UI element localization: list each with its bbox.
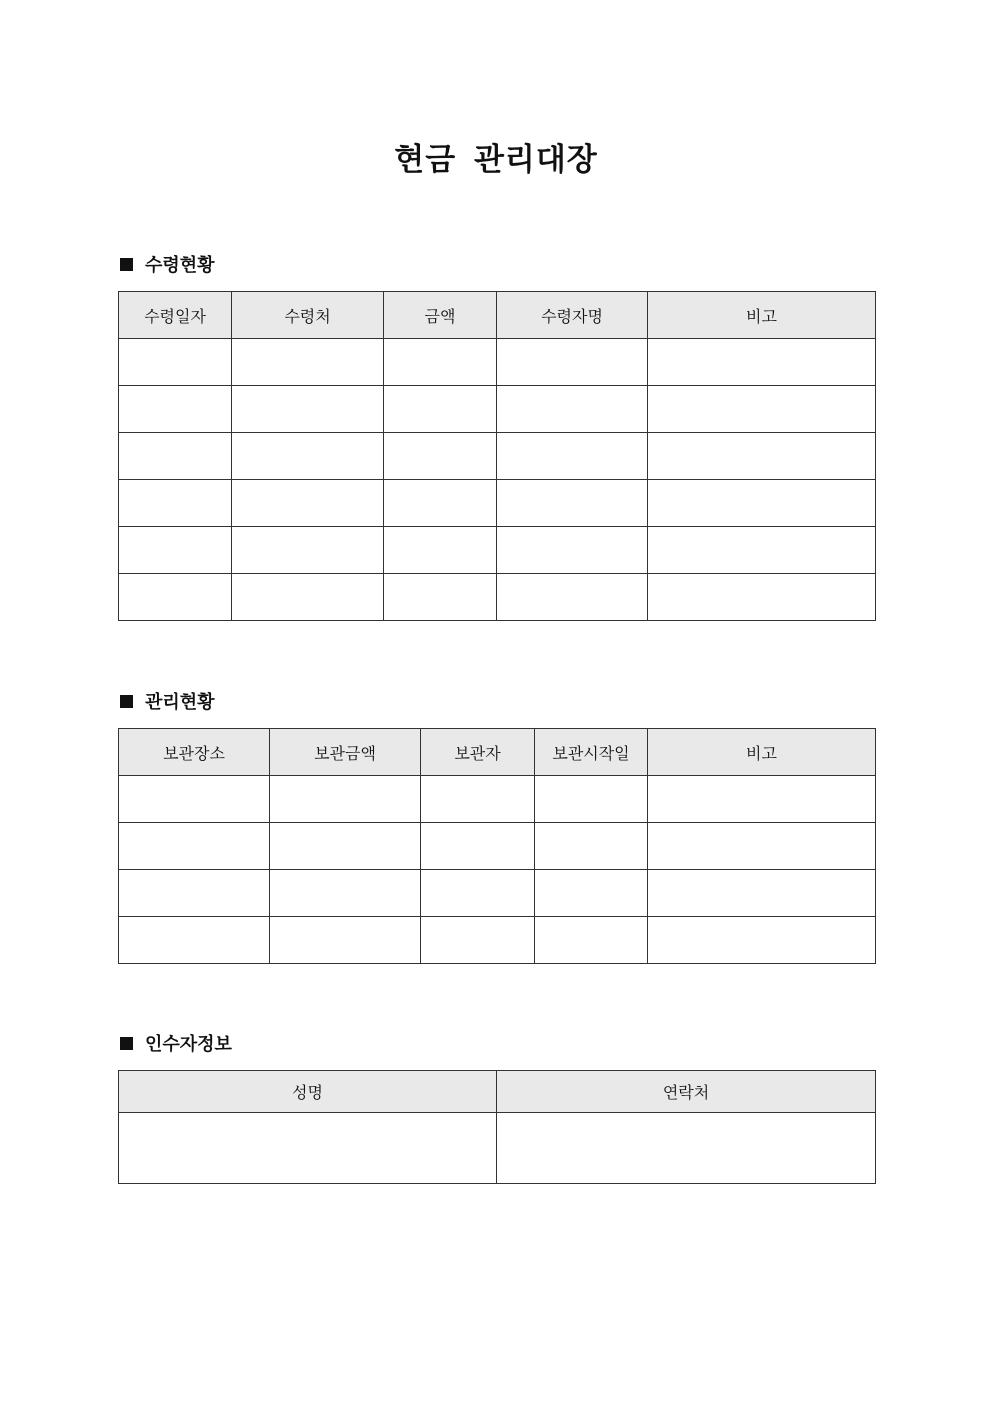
- column-header-storage-amount: 보관금액: [270, 729, 421, 776]
- square-bullet-icon: [120, 1037, 133, 1050]
- table-cell[interactable]: [648, 917, 876, 964]
- table-cell[interactable]: [384, 574, 497, 621]
- table-row: [119, 433, 876, 480]
- column-header-receiver-name: 수령자명: [497, 292, 648, 339]
- table-cell[interactable]: [535, 823, 648, 870]
- section-title: 관리현황: [145, 692, 215, 713]
- table-row: [119, 870, 876, 917]
- table-header-row: [119, 1071, 876, 1113]
- section-heading-management: [118, 689, 875, 713]
- column-header-contact: 연락처: [497, 1071, 876, 1113]
- table-cell[interactable]: [119, 574, 232, 621]
- table-cell[interactable]: [497, 386, 648, 433]
- receipt-table: [118, 291, 876, 621]
- table-cell[interactable]: [497, 339, 648, 386]
- table-cell[interactable]: [384, 433, 497, 480]
- table-cell[interactable]: [497, 433, 648, 480]
- table-row: [119, 776, 876, 823]
- table-cell[interactable]: [384, 386, 497, 433]
- table-cell[interactable]: [119, 339, 232, 386]
- receipt-section: [118, 252, 875, 621]
- section-heading-recipient: [118, 1031, 875, 1055]
- table-cell[interactable]: [119, 386, 232, 433]
- column-header-receipt-source: 수령처: [232, 292, 384, 339]
- table-cell[interactable]: [119, 1113, 497, 1184]
- table-row: [119, 386, 876, 433]
- table-cell[interactable]: [421, 823, 535, 870]
- table-cell[interactable]: [384, 480, 497, 527]
- table-cell[interactable]: [497, 574, 648, 621]
- page-title: 현금 관리대장: [394, 142, 598, 178]
- table-cell[interactable]: [119, 776, 270, 823]
- table-cell[interactable]: [648, 776, 876, 823]
- table-cell[interactable]: [232, 527, 384, 574]
- table-cell[interactable]: [232, 574, 384, 621]
- table-cell[interactable]: [270, 917, 421, 964]
- table-cell[interactable]: [119, 823, 270, 870]
- table-cell[interactable]: [535, 776, 648, 823]
- table-row: [119, 480, 876, 527]
- column-header-storage-start-date: 보관시작일: [535, 729, 648, 776]
- section-heading-receipt: [118, 252, 875, 276]
- table-cell[interactable]: [384, 527, 497, 574]
- table-cell[interactable]: [119, 527, 232, 574]
- table-cell[interactable]: [421, 776, 535, 823]
- table-cell[interactable]: [232, 480, 384, 527]
- recipient-table: [118, 1070, 876, 1184]
- table-row: [119, 917, 876, 964]
- square-bullet-icon: [120, 695, 133, 708]
- section-title: 수령현황: [145, 255, 215, 276]
- table-row: [119, 574, 876, 621]
- table-cell[interactable]: [497, 527, 648, 574]
- column-header-custodian: 보관자: [421, 729, 535, 776]
- section-title: 인수자정보: [145, 1034, 232, 1055]
- table-cell[interactable]: [648, 433, 876, 480]
- table-cell[interactable]: [648, 480, 876, 527]
- column-header-amount: 금액: [384, 292, 497, 339]
- table-row: [119, 527, 876, 574]
- table-cell[interactable]: [497, 480, 648, 527]
- table-cell[interactable]: [648, 870, 876, 917]
- recipient-section: [118, 1031, 875, 1184]
- management-table: [118, 728, 876, 964]
- table-row: [119, 339, 876, 386]
- table-cell[interactable]: [535, 917, 648, 964]
- table-cell[interactable]: [648, 527, 876, 574]
- table-cell[interactable]: [384, 339, 497, 386]
- table-cell[interactable]: [535, 870, 648, 917]
- table-cell[interactable]: [421, 917, 535, 964]
- column-header-storage-location: 보관장소: [119, 729, 270, 776]
- column-header-remarks: 비고: [648, 729, 876, 776]
- management-section: [118, 689, 875, 964]
- column-header-receipt-date: 수령일자: [119, 292, 232, 339]
- table-cell[interactable]: [648, 386, 876, 433]
- table-row: [119, 1113, 876, 1184]
- table-cell[interactable]: [119, 870, 270, 917]
- column-header-name: 성명: [119, 1071, 497, 1113]
- table-row: [119, 823, 876, 870]
- table-cell[interactable]: [648, 823, 876, 870]
- table-cell[interactable]: [270, 776, 421, 823]
- table-cell[interactable]: [648, 339, 876, 386]
- column-header-remarks: 비고: [648, 292, 876, 339]
- square-bullet-icon: [120, 258, 133, 271]
- table-cell[interactable]: [119, 433, 232, 480]
- table-cell[interactable]: [232, 339, 384, 386]
- table-cell[interactable]: [270, 823, 421, 870]
- table-cell[interactable]: [648, 574, 876, 621]
- table-cell[interactable]: [119, 480, 232, 527]
- table-cell[interactable]: [232, 433, 384, 480]
- table-header-row: [119, 292, 876, 339]
- table-cell[interactable]: [421, 870, 535, 917]
- table-cell[interactable]: [232, 386, 384, 433]
- table-header-row: [119, 729, 876, 776]
- table-cell[interactable]: [497, 1113, 876, 1184]
- table-cell[interactable]: [119, 917, 270, 964]
- table-cell[interactable]: [270, 870, 421, 917]
